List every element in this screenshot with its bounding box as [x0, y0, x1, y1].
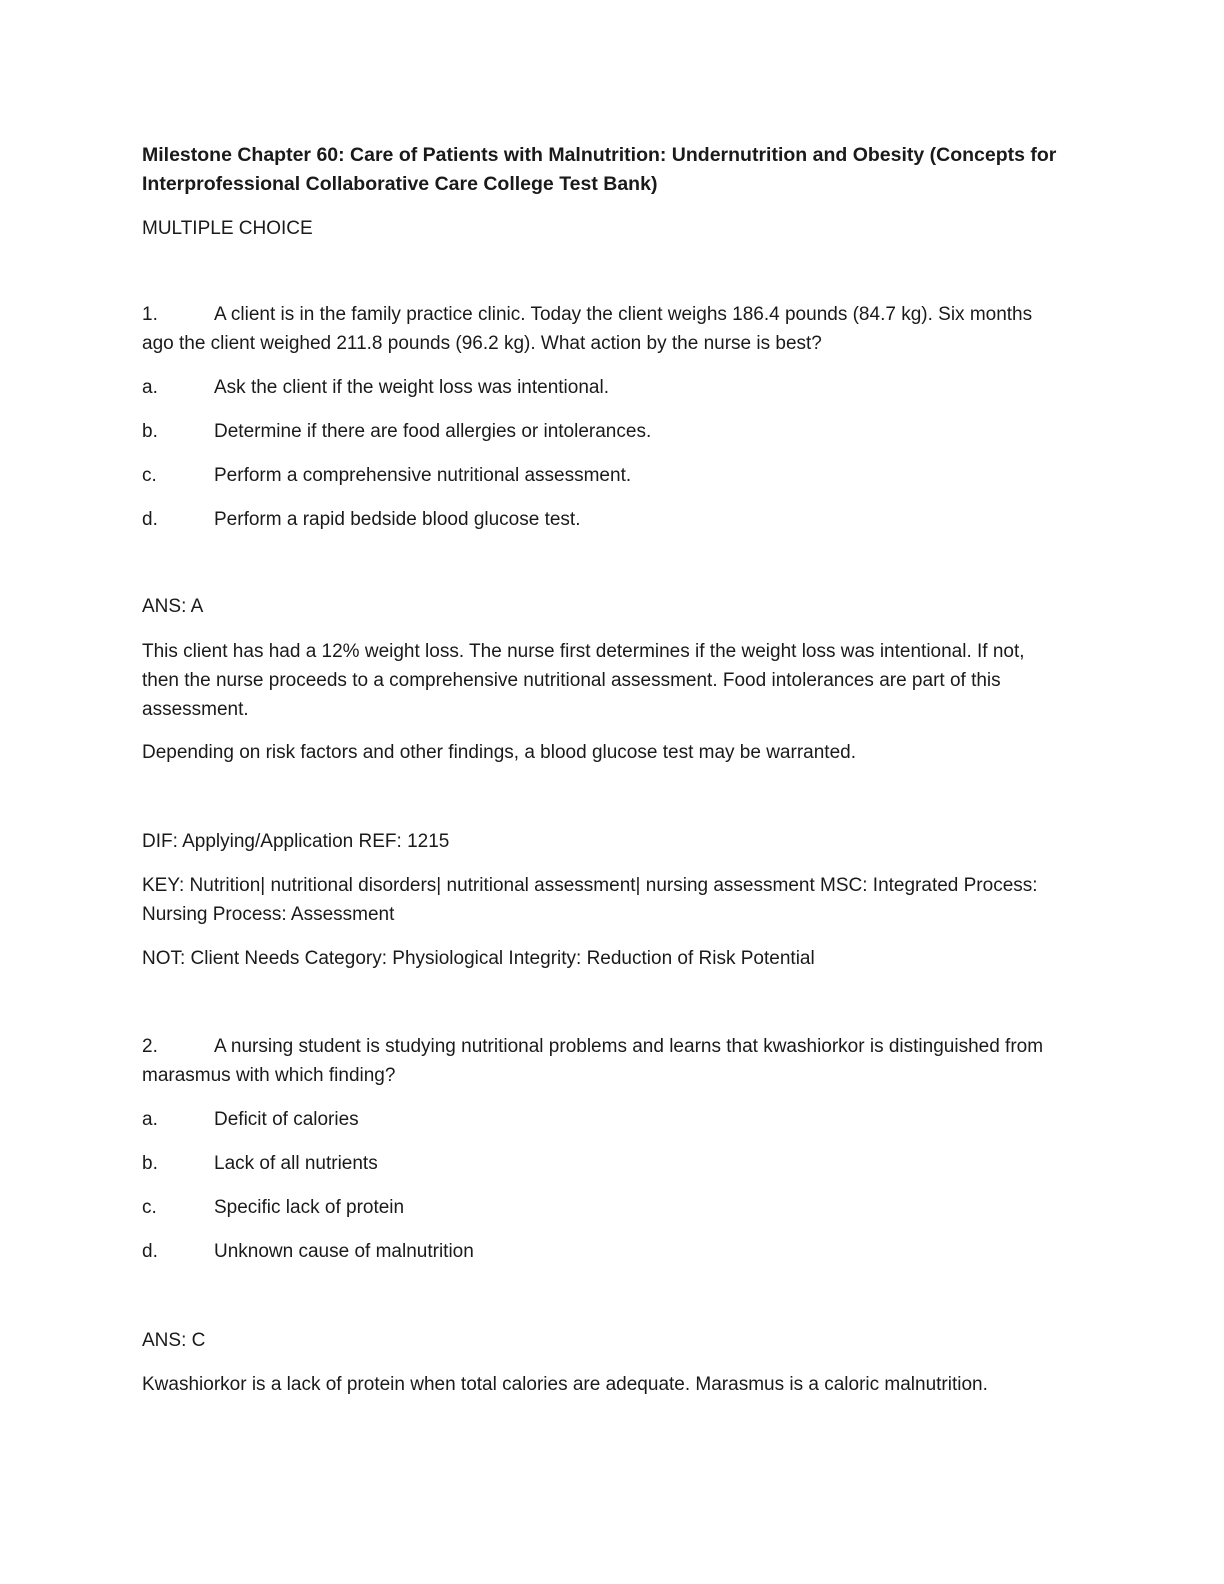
key-line: KEY: Nutrition| nutritional disorders| nutritional assessment| nursing assessment MSC: Integrated Process: Nursing Process: Assessment — [142, 875, 1038, 925]
option-a — [142, 373, 1062, 402]
option-text: Perform a comprehensive nutritional assessment. — [214, 465, 632, 486]
option-b — [142, 417, 1062, 446]
question-stem — [142, 1032, 1062, 1090]
question-stem — [142, 300, 1062, 358]
difficulty-line: DIF: Applying/Application REF: 1215 — [142, 831, 450, 852]
option-letter: a. — [142, 1109, 158, 1130]
question-text: A client is in the family practice clinic. Today the client weighs 186.4 pounds (84.7 kg). Six months ago the client weighed 211.8 pounds (96.2 kg). What action by the nurse is best? — [142, 304, 1033, 354]
option-letter: c. — [142, 465, 157, 486]
option-letter: d. — [142, 509, 158, 530]
option-c — [142, 1193, 1062, 1222]
option-b — [142, 1149, 1062, 1178]
option-letter: a. — [142, 377, 158, 398]
question-number: 1. — [142, 304, 158, 325]
answer-line: ANS: C — [142, 1330, 206, 1351]
option-letter: d. — [142, 1241, 158, 1262]
option-text: Specific lack of protein — [214, 1197, 405, 1218]
option-text: Lack of all nutrients — [214, 1153, 378, 1174]
option-d — [142, 505, 1062, 534]
option-letter: b. — [142, 421, 158, 442]
option-c — [142, 461, 1062, 490]
option-text: Deficit of calories — [214, 1109, 359, 1130]
option-a — [142, 1105, 1062, 1134]
question-1 — [142, 300, 1062, 973]
option-text: Perform a rapid bedside blood glucose test. — [214, 509, 581, 530]
notes-line: NOT: Client Needs Category: Physiological Integrity: Reduction of Risk Potential — [142, 948, 815, 969]
option-d — [142, 1237, 1062, 1266]
question-number: 2. — [142, 1036, 158, 1057]
document-title: Milestone Chapter 60: Care of Patients with Malnutrition: Undernutrition and Obesity (Concepts for Interprofessional Collaborative Care College Test Bank) — [142, 144, 1057, 195]
rationale-paragraph: This client has had a 12% weight loss. The nurse first determines if the weight loss was intentional. If not, then the nurse proceeds to a comprehensive nutritional assessment. Food intolerances are part of this assessment. — [142, 641, 1025, 720]
answer-line: ANS: A — [142, 596, 204, 617]
option-letter: b. — [142, 1153, 158, 1174]
rationale-paragraph: Depending on risk factors and other findings, a blood glucose test may be warranted. — [142, 742, 856, 763]
option-text: Ask the client if the weight loss was intentional. — [214, 377, 609, 398]
question-2 — [142, 1032, 1062, 1399]
section-label: MULTIPLE CHOICE — [142, 218, 313, 239]
rationale-paragraph: Kwashiorkor is a lack of protein when total calories are adequate. Marasmus is a caloric malnutrition. — [142, 1374, 988, 1395]
option-letter: c. — [142, 1197, 157, 1218]
option-text: Unknown cause of malnutrition — [214, 1241, 474, 1262]
option-text: Determine if there are food allergies or intolerances. — [214, 421, 652, 442]
question-text: A nursing student is studying nutritional problems and learns that kwashiorkor is distinguished from marasmus with which finding? — [142, 1036, 1044, 1086]
document-page — [142, 141, 1062, 1399]
